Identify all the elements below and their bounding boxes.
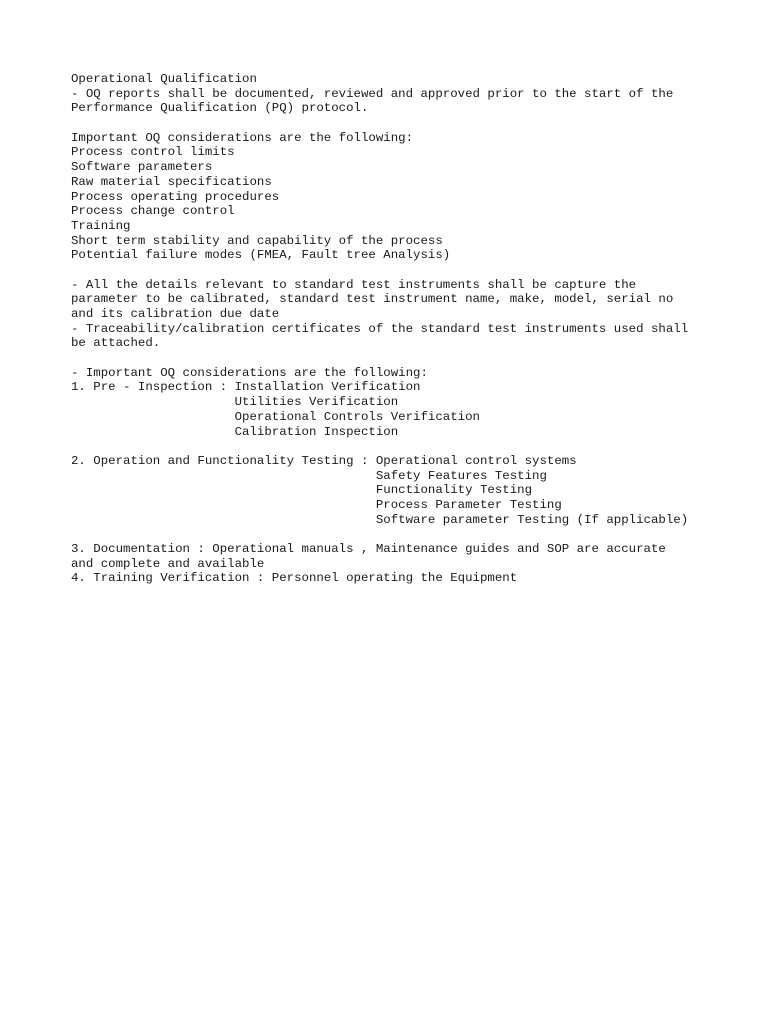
text-line: - Important OQ considerations are the following:	[71, 365, 428, 380]
text-line: Performance Qualification (PQ) protocol.	[71, 101, 369, 116]
text-line	[71, 263, 751, 278]
text-line: Calibration Inspection	[71, 424, 399, 439]
text-line	[71, 351, 751, 366]
text-line: 1. Pre - Inspection : Installation Verification	[71, 380, 421, 395]
text-line	[71, 527, 751, 542]
text-line: Software parameters	[71, 160, 213, 175]
text-line: Important OQ considerations are the following:	[71, 130, 414, 145]
document-page	[71, 72, 751, 586]
text-line: Operational Qualification	[71, 72, 257, 86]
text-line: - OQ reports shall be documented, reviewed and approved prior to the start of the	[71, 86, 674, 101]
text-line: be attached.	[71, 336, 161, 351]
text-line: parameter to be calibrated, standard test instrument name, make, model, serial no	[71, 292, 674, 307]
text-line: Raw material specifications	[71, 174, 272, 189]
text-line: Potential failure modes (FMEA, Fault tree Analysis)	[71, 248, 451, 263]
text-line: Process operating procedures	[71, 189, 280, 204]
text-line	[71, 439, 751, 454]
text-line: Process Parameter Testing	[71, 497, 562, 512]
text-line: Short term stability and capability of the process	[71, 233, 443, 248]
text-line: and its calibration due date	[71, 307, 280, 321]
text-line	[71, 116, 751, 131]
text-line: Process control limits	[71, 145, 235, 160]
text-line: Training	[71, 218, 131, 233]
text-line: Utilities Verification	[71, 395, 399, 410]
text-line: Software parameter Testing (If applicable)	[71, 512, 689, 527]
text-line: Process change control	[71, 204, 235, 219]
text-line: Operational Controls Verification	[71, 409, 480, 424]
text-line: 3. Documentation : Operational manuals , Maintenance guides and SOP are accurate	[71, 542, 666, 556]
text-line: and complete and available	[71, 556, 265, 571]
text-line: - All the details relevant to standard test instruments shall be capture the	[71, 277, 637, 292]
text-line: - Traceability/calibration certificates of the standard test instruments used shall	[71, 321, 689, 336]
text-line: Safety Features Testing	[71, 468, 547, 483]
text-line: 2. Operation and Functionality Testing : Operational control systems	[71, 453, 577, 468]
text-line: 4. Training Verification : Personnel operating the Equipment	[71, 571, 518, 586]
text-line: Functionality Testing	[71, 483, 533, 498]
